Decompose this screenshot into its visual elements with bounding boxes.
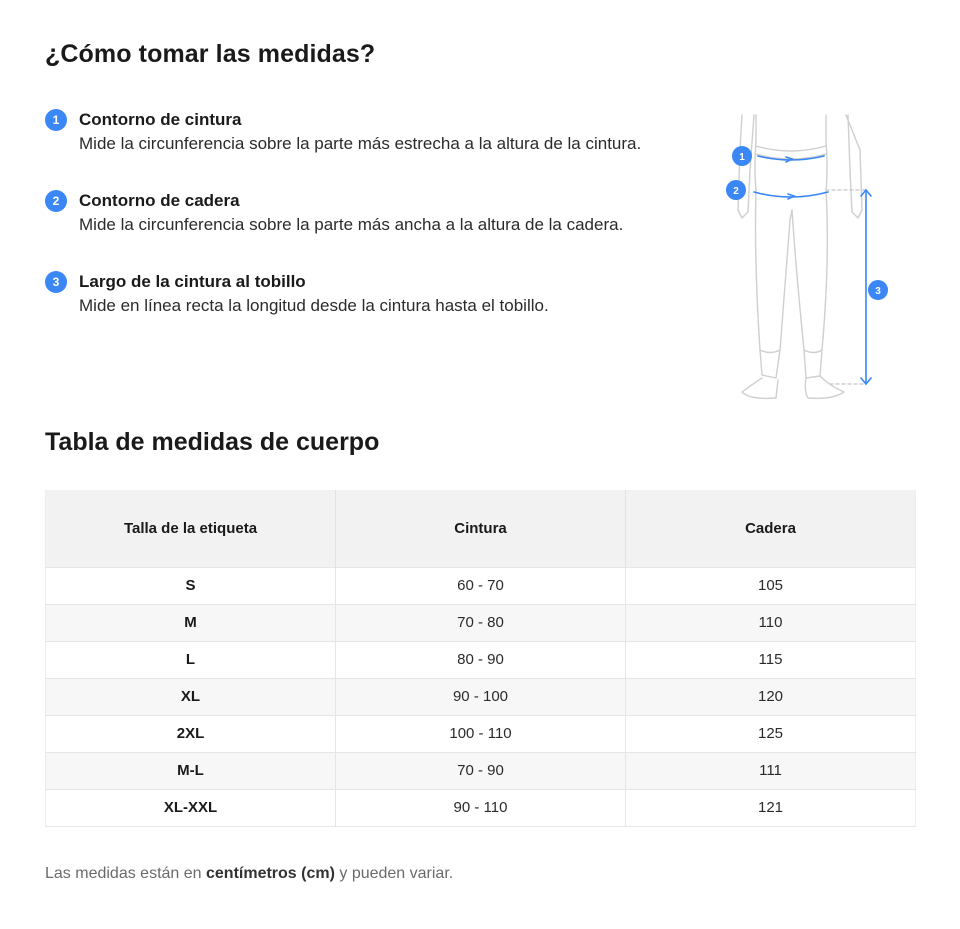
step-number-badge: 2 — [45, 190, 67, 212]
table-row — [46, 678, 916, 715]
size-table — [45, 490, 916, 827]
size-cell: M-L — [46, 752, 336, 789]
hip-cell: 125 — [626, 715, 916, 752]
header-hip: Cadera — [626, 490, 916, 567]
step-description: Mide la circunferencia sobre la parte más ancha a la altura de la cadera. — [79, 215, 624, 234]
table-row — [46, 567, 916, 604]
hip-cell: 120 — [626, 678, 916, 715]
step-title: Largo de la cintura al tobillo — [79, 272, 306, 291]
size-cell: L — [46, 641, 336, 678]
waist-cell: 100 - 110 — [336, 715, 626, 752]
size-table-title: Tabla de medidas de cuerpo — [45, 428, 380, 456]
step-number-badge: 1 — [45, 109, 67, 131]
footnote-prefix: Las medidas están en — [45, 865, 206, 882]
table-row — [46, 789, 916, 826]
waist-cell: 80 - 90 — [336, 641, 626, 678]
table-row — [46, 752, 916, 789]
how-to-measure-title: ¿Cómo tomar las medidas? — [45, 40, 376, 68]
table-row — [46, 641, 916, 678]
footnote-suffix: y pueden variar. — [334, 865, 454, 882]
hip-cell: 115 — [626, 641, 916, 678]
step-description: Mide la circunferencia sobre la parte más estrecha a la altura de la cintura. — [79, 134, 642, 153]
step-title: Contorno de cintura — [79, 110, 242, 129]
size-cell: XL — [46, 678, 336, 715]
table-header-row — [46, 490, 916, 567]
waist-cell: 60 - 70 — [336, 567, 626, 604]
step-waist-to-ankle — [45, 270, 645, 317]
figure-marker-3 — [868, 280, 888, 300]
pants-measurement-illustration — [720, 110, 900, 405]
hip-cell: 111 — [626, 752, 916, 789]
hip-cell: 110 — [626, 604, 916, 641]
figure-marker-2 — [726, 180, 746, 200]
header-waist: Cintura — [336, 490, 626, 567]
figure-marker-1 — [732, 146, 752, 166]
size-cell: 2XL — [46, 715, 336, 752]
step-title: Contorno de cadera — [79, 191, 240, 210]
svg-text:2: 2 — [733, 186, 739, 197]
waist-cell: 90 - 100 — [336, 678, 626, 715]
step-description: Mide en línea recta la longitud desde la cintura hasta el tobillo. — [79, 296, 549, 315]
step-waist — [45, 108, 645, 155]
waist-cell: 70 - 90 — [336, 752, 626, 789]
hip-cell: 121 — [626, 789, 916, 826]
body-outline-icon — [720, 110, 900, 405]
table-row — [46, 604, 916, 641]
units-footnote — [45, 865, 453, 883]
size-cell: S — [46, 567, 336, 604]
waist-cell: 70 - 80 — [336, 604, 626, 641]
size-cell: M — [46, 604, 336, 641]
footnote-units: centímetros (cm) — [206, 865, 335, 882]
measurement-steps — [45, 108, 645, 317]
hip-cell: 105 — [626, 567, 916, 604]
header-size-label: Talla de la etiqueta — [46, 490, 336, 567]
svg-text:1: 1 — [739, 152, 745, 163]
step-hip — [45, 189, 645, 236]
table-row — [46, 715, 916, 752]
waist-cell: 90 - 110 — [336, 789, 626, 826]
size-cell: XL-XXL — [46, 789, 336, 826]
svg-text:3: 3 — [875, 286, 881, 297]
step-number-badge: 3 — [45, 271, 67, 293]
